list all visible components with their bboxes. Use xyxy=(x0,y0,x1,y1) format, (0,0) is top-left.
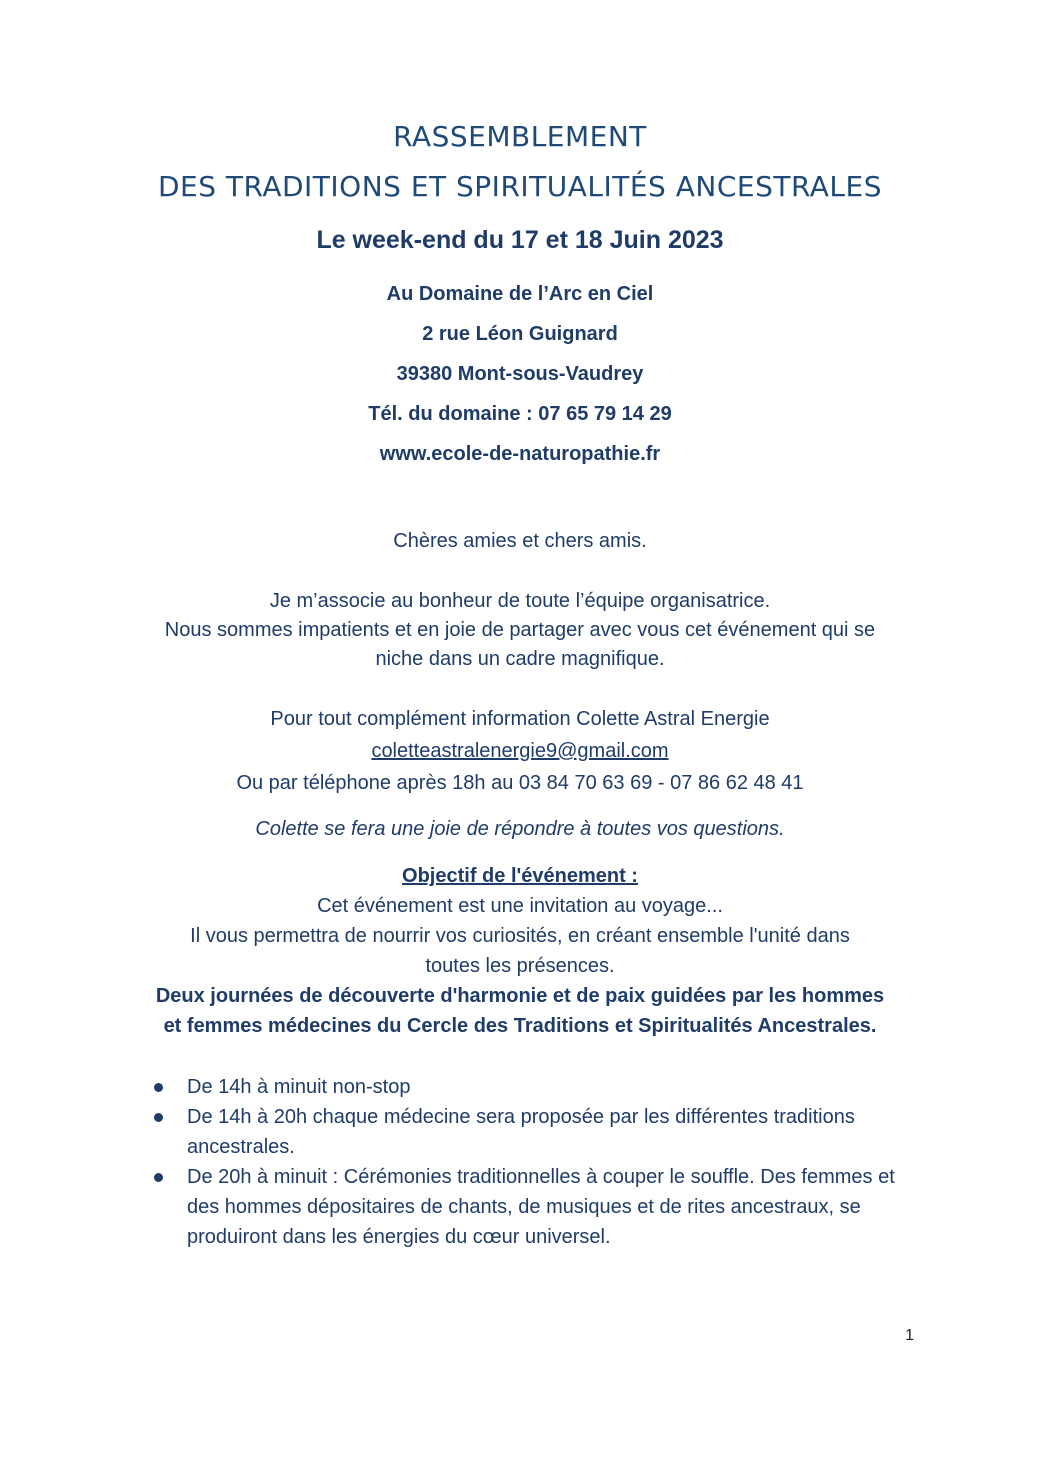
venue-street: 2 rue Léon Guignard xyxy=(422,323,618,345)
objective-heading: Objectif de l'événement : xyxy=(402,865,638,887)
contact-email-link[interactable]: coletteastralenergie9@gmail.com xyxy=(371,740,669,762)
schedule-item-text: De 14h à minuit non-stop xyxy=(187,1076,411,1098)
bullet-icon xyxy=(154,1113,163,1122)
venue-city: 39380 Mont-sous-Vaudrey xyxy=(396,363,644,385)
schedule-item xyxy=(152,1072,912,1102)
bullet-icon xyxy=(154,1173,163,1182)
greeting: Chères amies et chers amis. xyxy=(393,530,647,552)
title-line-1: RASSEMBLEMENT xyxy=(393,120,647,153)
objective-line: Il vous permettra de nourrir vos curiosités, en créant ensemble l'unité dans xyxy=(190,925,850,947)
letter-paragraph-line: Je m’associe au bonheur de toute l’équipe organisatrice. xyxy=(269,590,771,612)
event-date: Le week-end du 17 et 18 Juin 2023 xyxy=(316,226,724,254)
contact-phone-line: Ou par téléphone après 18h au 03 84 70 63 69 - 07 86 62 48 41 xyxy=(236,772,804,794)
objective-highlight-line: Deux journées de découverte d'harmonie et de paix guidées par les hommes xyxy=(155,985,885,1007)
schedule-item-text: De 20h à minuit : Cérémonies traditionnelles à couper le souffle. Des femmes et des hommes dépositaires de chants, de musiques et de rites ancestraux, se produiront dans les énergies du cœur universel. xyxy=(187,1166,895,1248)
page-number: 1 xyxy=(905,1327,914,1344)
objective-line: toutes les présences. xyxy=(425,955,615,977)
schedule-item xyxy=(152,1162,912,1252)
venue-website: www.ecole-de-naturopathie.fr xyxy=(379,443,661,465)
contact-email-row xyxy=(0,740,1040,763)
closing-note: Colette se fera une joie de répondre à toutes vos questions. xyxy=(255,818,785,840)
letter-paragraph-line: Nous sommes impatients et en joie de partager avec vous cet événement qui se xyxy=(164,619,876,641)
venue-name: Au Domaine de l’Arc en Ciel xyxy=(386,283,654,305)
contact-line: Pour tout complément information Colette Astral Energie xyxy=(270,708,770,730)
bullet-icon xyxy=(154,1083,163,1092)
schedule-item xyxy=(152,1102,912,1162)
objective-heading-row xyxy=(0,865,1040,888)
schedule-list xyxy=(152,1072,912,1252)
venue-phone: Tél. du domaine : 07 65 79 14 29 xyxy=(368,403,672,425)
title-line-2: DES TRADITIONS ET SPIRITUALITÉS ANCESTRALES xyxy=(157,170,882,203)
schedule-item-text: De 14h à 20h chaque médecine sera proposée par les différentes traditions ancestrales. xyxy=(187,1106,855,1158)
letter-paragraph-line: niche dans un cadre magnifique. xyxy=(375,648,665,670)
objective-highlight-line: et femmes médecines du Cercle des Traditions et Spiritualités Ancestrales. xyxy=(163,1015,877,1037)
objective-line: Cet événement est une invitation au voyage... xyxy=(317,895,723,917)
